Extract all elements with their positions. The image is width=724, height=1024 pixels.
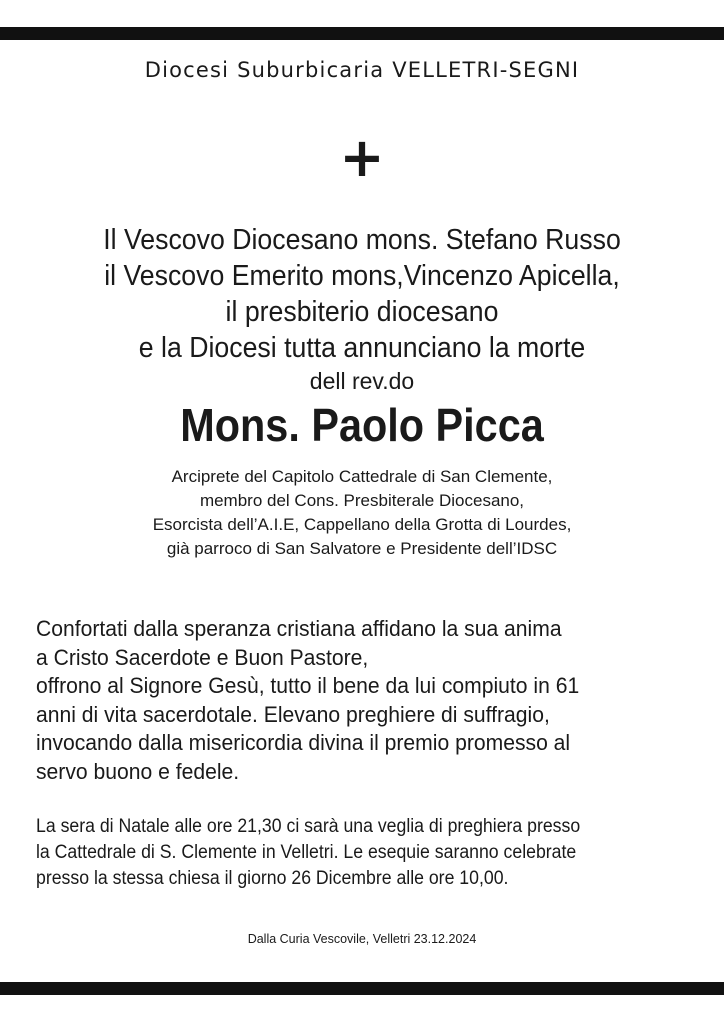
announcement-line: il Vescovo Emerito mons,Vincenzo Apicella, xyxy=(104,260,620,292)
paragraph-line: presso la stessa chiesa il giorno 26 Dicembre alle ore 10,00. xyxy=(36,868,509,889)
funeral-details-paragraph xyxy=(36,814,650,892)
announcement-line: e la Diocesi tutta annunciano la morte xyxy=(138,332,586,364)
condolence-paragraph xyxy=(36,615,670,786)
paragraph-line: invocando dalla misericordia divina il premio promesso al xyxy=(36,730,571,755)
paragraph-line: a Cristo Sacerdote e Buon Pastore, xyxy=(36,644,369,670)
deceased-titles xyxy=(0,465,724,561)
rev-line: dell rev.do xyxy=(309,368,415,394)
announcement xyxy=(29,222,695,366)
bottom-border-bar xyxy=(0,982,724,995)
announcement-line: Il Vescovo Diocesano mons. Stefano Russo xyxy=(103,224,621,256)
title-line: Arciprete del Capitolo Cattedrale di San Clemente, xyxy=(171,467,553,486)
paragraph-line: anni di vita sacerdotale. Elevano preghiere di suffragio, xyxy=(36,701,550,727)
paragraph-line: Confortati dalla speranza cristiana affidano la sua anima xyxy=(36,616,562,641)
announcement-line: il presbiterio diocesano xyxy=(225,296,499,328)
title-line: Esorcista dell’A.I.E, Cappellano della Grotta di Lourdes, xyxy=(152,515,572,534)
paragraph-line: offrono al Signore Gesù, tutto il bene da lui compiuto in 61 xyxy=(36,673,580,698)
signature-date: Dalla Curia Vescovile, Velletri 23.12.2024 xyxy=(247,932,477,946)
paragraph-line: servo buono e fedele. xyxy=(36,758,240,784)
title-line: già parroco di San Salvatore e Presidente dell’IDSC xyxy=(166,539,558,558)
diocese-header: Diocesi Suburbicaria VELLETRI-SEGNI xyxy=(144,58,580,82)
title-line: membro del Cons. Presbiterale Diocesano, xyxy=(199,491,525,510)
top-border-bar xyxy=(0,27,724,40)
deceased-name: Mons. Paolo Picca xyxy=(180,399,544,451)
paragraph-line: La sera di Natale alle ore 21,30 ci sarà una veglia di preghiera presso xyxy=(36,816,581,837)
cross-icon: + xyxy=(339,126,385,189)
paragraph-line: la Cattedrale di S. Clemente in Velletri. Le esequie saranno celebrate xyxy=(36,842,577,863)
